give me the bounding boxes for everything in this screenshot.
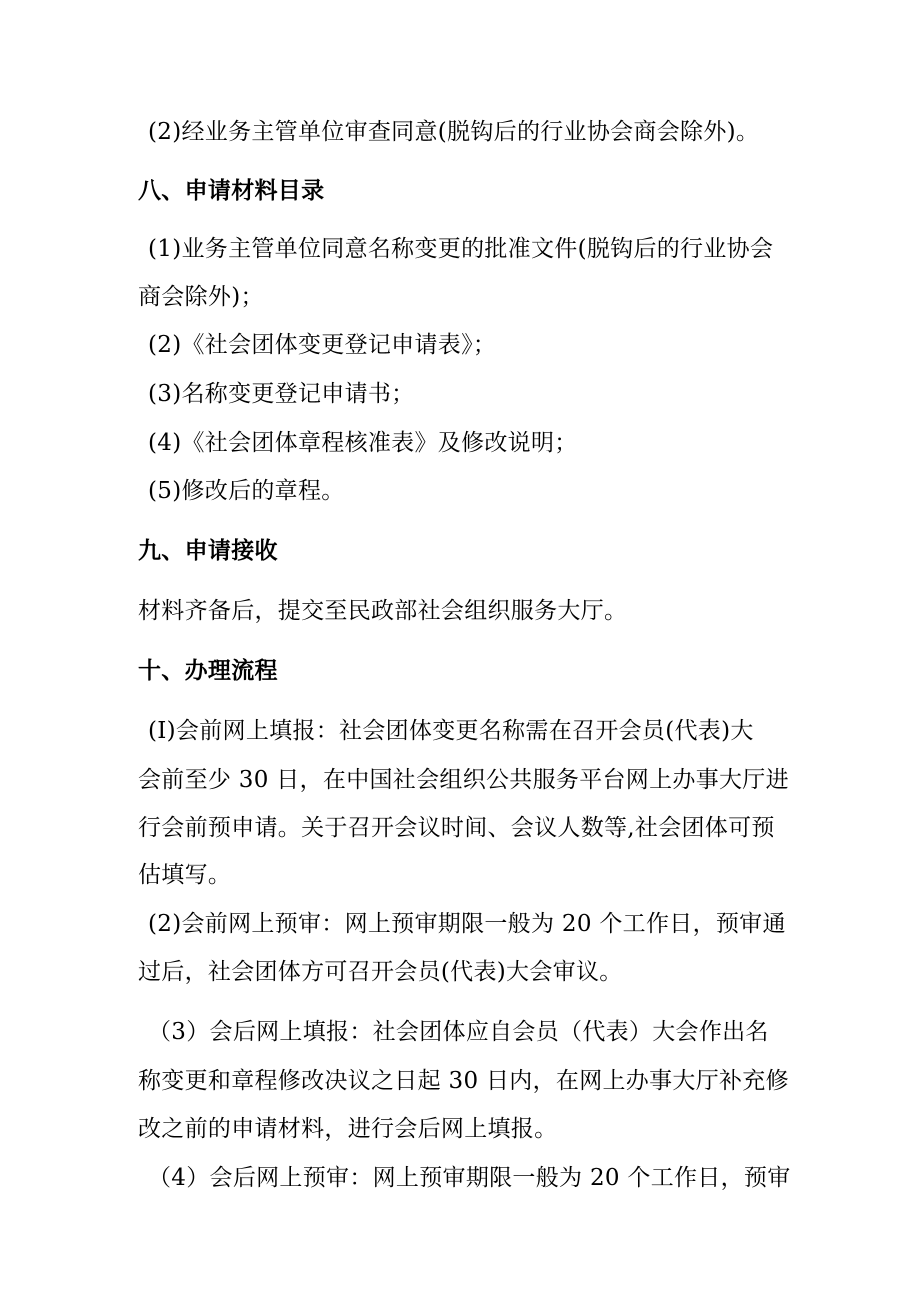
procedure-step-1-line-4: 估填写。 (138, 862, 232, 888)
procedure-step-4-line-1: （4）会后网上预审：网上预审期限一般为 20 个工作日，预审 (148, 1165, 791, 1191)
procedure-step-2-line-1: (2)会前网上预审：网上预审期限一般为 20 个工作日，预审通 (148, 911, 786, 937)
section-heading-8: 八、申请材料目录 (138, 178, 325, 204)
list-item-3: (3)名称变更登记申请书； (148, 381, 415, 407)
procedure-step-1-line-1: (I)会前网上填报：社会团体变更名称需在召开会员(代表)大 (148, 718, 754, 744)
paragraph-line: (2)经业务主管单位审查同意(脱钩后的行业协会商会除外)。 (148, 119, 760, 145)
section-heading-9: 九、申请接收 (138, 538, 278, 564)
paragraph-line: 材料齐备后，提交至民政部社会组织服务大厅。 (138, 598, 628, 624)
procedure-step-2-line-2: 过后，社会团体方可召开会员(代表)大会审议。 (138, 959, 623, 985)
procedure-step-3-line-1: （3）会后网上填报：社会团体应自会员（代表）大会作出名 (148, 1019, 769, 1045)
list-item-4: (4)《社会团体章程核准表》及修改说明； (148, 430, 578, 456)
procedure-step-1-line-3: 行会前预申请。关于召开会议时间、会议人数等,社会团体可预 (138, 815, 775, 841)
procedure-step-1-line-2: 会前至少 30 日，在中国社会组织公共服务平台网上办事大厅进 (138, 767, 789, 793)
list-item-1-line-2: 商会除外)； (138, 284, 264, 310)
list-item-5: (5)修改后的章程。 (148, 478, 345, 504)
section-heading-10: 十、办理流程 (138, 658, 278, 684)
list-item-1-line-1: (1)业务主管单位同意名称变更的批准文件(脱钩后的行业协会 (148, 236, 774, 262)
procedure-step-3-line-3: 改之前的申请材料，进行会后网上填报。 (138, 1116, 558, 1142)
list-item-2: (2)《社会团体变更登记申请表》； (148, 332, 497, 358)
procedure-step-3-line-2: 称变更和章程修改决议之日起 30 日内，在网上办事大厅补充修 (138, 1068, 789, 1094)
